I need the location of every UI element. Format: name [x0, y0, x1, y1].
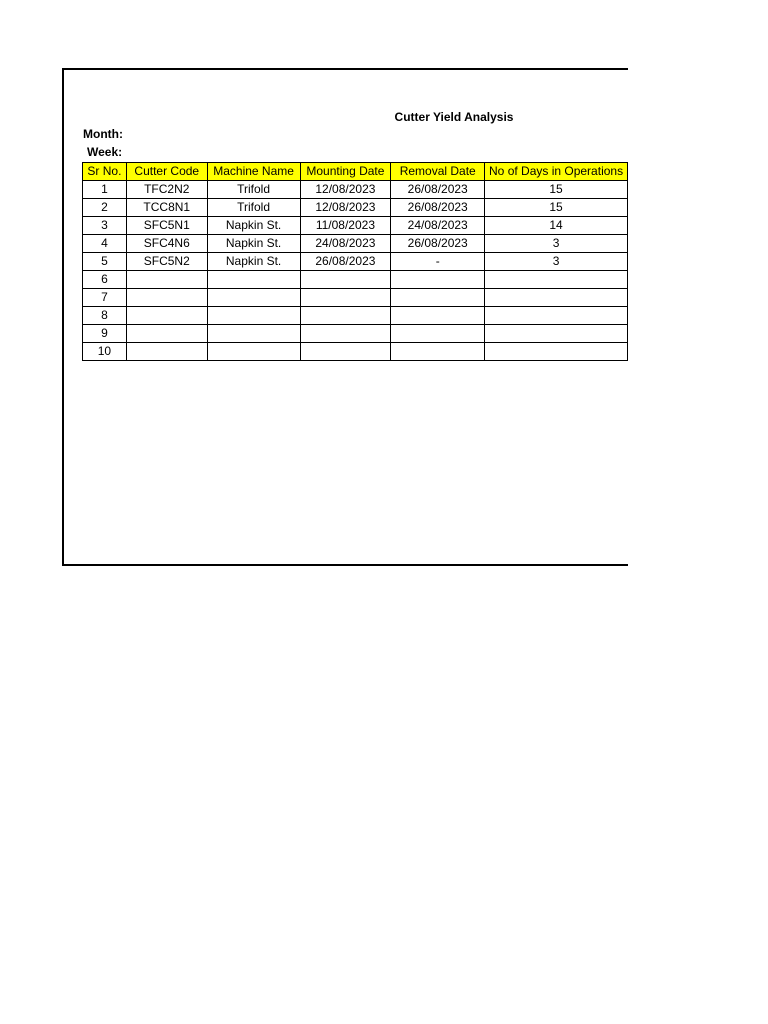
cell-removal-date: 26/08/2023 [391, 181, 485, 199]
cell-sr-no: 4 [83, 235, 127, 253]
cell-cutter-code: TFC2N2 [126, 181, 207, 199]
header-removal-date: Removal Date [391, 163, 485, 181]
table-row [83, 343, 628, 361]
cell-sr-no: 9 [83, 325, 127, 343]
cell-days-in-operation [485, 343, 628, 361]
cell-mounting-date [300, 271, 391, 289]
cell-sr-no: 10 [83, 343, 127, 361]
header-cutter-code: Cutter Code [126, 163, 207, 181]
cell-mounting-date: 11/08/2023 [300, 217, 391, 235]
cell-cutter-code [126, 307, 207, 325]
table-row [83, 217, 628, 235]
cell-sr-no: 5 [83, 253, 127, 271]
cell-days-in-operation: 14 [485, 217, 628, 235]
cell-machine-name: Trifold [207, 181, 300, 199]
table-row [83, 253, 628, 271]
cell-days-in-operation: 3 [485, 235, 628, 253]
cell-sr-no: 2 [83, 199, 127, 217]
cell-sr-no: 1 [83, 181, 127, 199]
cell-removal-date [391, 343, 485, 361]
cell-machine-name: Trifold [207, 199, 300, 217]
cell-mounting-date: 26/08/2023 [300, 253, 391, 271]
table-row [83, 235, 628, 253]
header-sr-no: Sr No. [83, 163, 127, 181]
cell-removal-date: 26/08/2023 [391, 199, 485, 217]
table-row [83, 325, 628, 343]
cell-removal-date: 26/08/2023 [391, 235, 485, 253]
cell-sr-no: 7 [83, 289, 127, 307]
table-header-row [83, 163, 628, 181]
cell-removal-date [391, 307, 485, 325]
cell-cutter-code: SFC4N6 [126, 235, 207, 253]
cell-cutter-code [126, 289, 207, 307]
cell-machine-name: Napkin St. [207, 253, 300, 271]
cell-days-in-operation [485, 289, 628, 307]
table-row [83, 289, 628, 307]
cell-mounting-date [300, 289, 391, 307]
cell-sr-no: 8 [83, 307, 127, 325]
month-label: Month: [83, 127, 123, 141]
cell-cutter-code [126, 343, 207, 361]
header-mounting-date: Mounting Date [300, 163, 391, 181]
table-row [83, 271, 628, 289]
cell-sr-no: 3 [83, 217, 127, 235]
cell-mounting-date: 12/08/2023 [300, 181, 391, 199]
cell-machine-name: Napkin St. [207, 235, 300, 253]
cell-machine-name [207, 271, 300, 289]
report-frame [62, 68, 628, 566]
cell-removal-date: - [391, 253, 485, 271]
cell-sr-no: 6 [83, 271, 127, 289]
cell-mounting-date: 24/08/2023 [300, 235, 391, 253]
cell-mounting-date [300, 307, 391, 325]
cell-cutter-code: TCC8N1 [126, 199, 207, 217]
cell-cutter-code [126, 271, 207, 289]
cell-machine-name: Napkin St. [207, 217, 300, 235]
table-row [83, 307, 628, 325]
cell-cutter-code: SFC5N1 [126, 217, 207, 235]
cell-mounting-date [300, 325, 391, 343]
cell-cutter-code [126, 325, 207, 343]
cell-days-in-operation [485, 307, 628, 325]
cell-days-in-operation [485, 325, 628, 343]
week-label: Week: [87, 145, 123, 159]
cell-days-in-operation: 15 [485, 181, 628, 199]
cell-days-in-operation [485, 271, 628, 289]
table-row [83, 181, 628, 199]
cell-removal-date [391, 325, 485, 343]
header-days-in-operation: No of Days in Operations [485, 163, 628, 181]
cell-machine-name [207, 325, 300, 343]
cell-removal-date [391, 271, 485, 289]
cell-mounting-date: 12/08/2023 [300, 199, 391, 217]
report-title: Cutter Yield Analysis [394, 110, 514, 124]
table-row [83, 199, 628, 217]
cell-mounting-date [300, 343, 391, 361]
cell-machine-name [207, 307, 300, 325]
header-machine-name: Machine Name [207, 163, 300, 181]
cell-removal-date: 24/08/2023 [391, 217, 485, 235]
cell-days-in-operation: 15 [485, 199, 628, 217]
cell-days-in-operation: 3 [485, 253, 628, 271]
cutter-yield-table [82, 162, 628, 361]
cell-removal-date [391, 289, 485, 307]
cell-cutter-code: SFC5N2 [126, 253, 207, 271]
cell-machine-name [207, 343, 300, 361]
cell-machine-name [207, 289, 300, 307]
